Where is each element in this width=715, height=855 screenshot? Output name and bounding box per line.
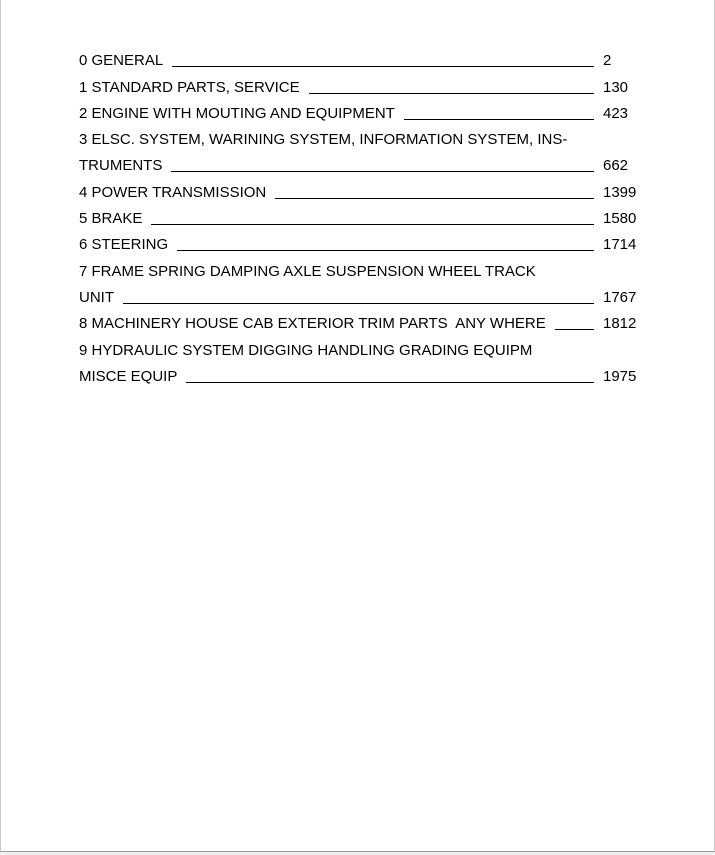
toc-leader-line — [151, 223, 594, 225]
toc-leader-line — [171, 170, 594, 172]
table-of-contents — [79, 45, 639, 387]
toc-page-number: 1812 — [603, 315, 637, 333]
toc-entry-title: 5 BRAKE — [79, 210, 143, 228]
toc-entry-engine[interactable] — [79, 98, 639, 124]
toc-entry-title: TRUMENTS — [79, 157, 163, 175]
toc-entry-title: 8 MACHINERY HOUSE CAB EXTERIOR TRIM PARTS ANY WHERE — [79, 315, 546, 333]
toc-entry-title-line1: 9 HYDRAULIC SYSTEM DIGGING HANDLING GRADING EQUIPM — [79, 341, 533, 359]
toc-entry-hydraulic-line1[interactable] — [79, 334, 639, 360]
toc-entry-elec-system[interactable] — [79, 150, 639, 176]
toc-entry-hydraulic[interactable] — [79, 361, 639, 387]
toc-leader-line — [123, 302, 594, 304]
toc-entry-title-line1: 7 FRAME SPRING DAMPING AXLE SUSPENSION WHEEL TRACK — [79, 262, 536, 280]
toc-leader-line — [172, 65, 594, 67]
toc-page-number: 1580 — [603, 210, 637, 228]
toc-entry-steering[interactable] — [79, 229, 639, 255]
toc-entry-title: 0 GENERAL — [79, 52, 164, 70]
toc-entry-title: 1 STANDARD PARTS, SERVICE — [79, 78, 300, 96]
toc-leader-line — [309, 92, 594, 94]
toc-leader-line — [177, 249, 594, 251]
toc-page-number: 130 — [603, 78, 629, 96]
toc-entry-brake[interactable] — [79, 203, 639, 229]
toc-entry-elec-system-line1[interactable] — [79, 124, 639, 150]
toc-entry-title: 4 POWER TRANSMISSION — [79, 183, 267, 201]
toc-entry-title: 6 STEERING — [79, 236, 169, 254]
toc-page-number: 423 — [603, 104, 629, 122]
toc-entry-title: 2 ENGINE WITH MOUTING AND EQUIPMENT — [79, 104, 395, 122]
toc-leader-line — [404, 118, 594, 120]
toc-entry-standard-parts[interactable] — [79, 71, 639, 97]
toc-leader-line — [186, 381, 594, 383]
toc-entry-title: UNIT — [79, 288, 114, 306]
toc-leader-line — [555, 328, 594, 330]
toc-page-number: 1399 — [603, 183, 637, 201]
toc-entry-general[interactable] — [79, 45, 639, 71]
toc-entry-machinery-house[interactable] — [79, 308, 639, 334]
toc-entry-frame[interactable] — [79, 282, 639, 308]
toc-page-number: 1767 — [603, 288, 637, 306]
toc-entry-title-line1: 3 ELSC. SYSTEM, WARINING SYSTEM, INFORMATION SYSTEM, INS- — [79, 131, 568, 149]
toc-entry-title: MISCE EQUIP — [79, 367, 178, 385]
toc-page-number: 662 — [603, 157, 629, 175]
toc-page-number: 2 — [603, 52, 612, 70]
toc-entry-frame-line1[interactable] — [79, 255, 639, 281]
toc-page-number: 1975 — [603, 367, 637, 385]
toc-entry-power-transmission[interactable] — [79, 176, 639, 202]
toc-leader-line — [275, 197, 594, 199]
toc-page-number: 1714 — [603, 236, 637, 254]
